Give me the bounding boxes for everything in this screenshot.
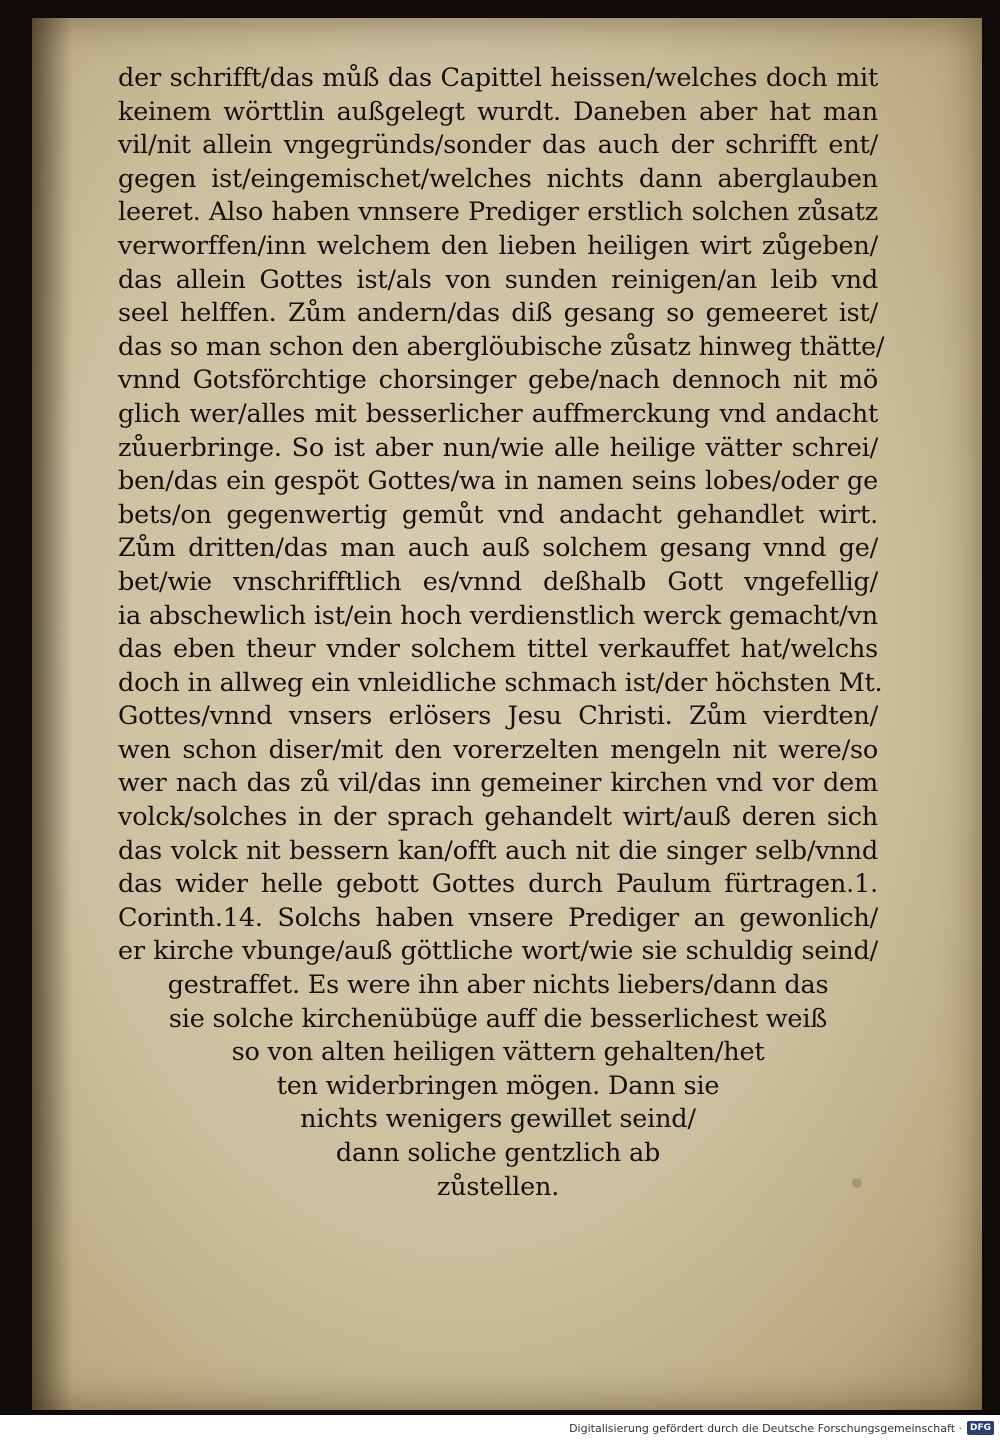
text-line: keinem wörttlin außgelegt wurdt. Daneben aber hat man <box>118 96 878 127</box>
text-line: leeret. Also haben vnnsere Prediger erstlich solchen zůsatz <box>118 197 878 228</box>
text-line: das wider helle gebott Gottes durch Paulum fürtragen.1. <box>118 869 878 900</box>
text-line: das allein Gottes ist/als von sunden reinigen/an leib vnd <box>118 264 878 295</box>
text-line: der schrifft/das můß das Capittel heissen/welches doch mit <box>118 63 878 93</box>
text-line: bet/wie vnschrifftlich es/vnnd deßhalb Gott vngefellig/ <box>118 566 878 597</box>
tapered-line: ten widerbringen mögen. Dann sie <box>276 1070 720 1101</box>
funding-credit: Digitalisierung gefördert durch die Deutsche Forschungsgemeinschaft · <box>569 1422 962 1435</box>
tapered-line: dann soliche gentzlich ab <box>335 1138 661 1168</box>
text-line: doch in allweg ein vnleidliche schmach ist/der höchsten Mt. <box>118 667 883 698</box>
text-line: das eben theur vnder solchem tittel verkauffet hat/welchs <box>118 634 878 665</box>
tapered-line: so von alten heiligen vättern gehalten/het <box>231 1037 765 1068</box>
text-line: zůuerbringe. So ist aber nun/wie alle heilige vätter schrei/ <box>118 432 878 463</box>
spine-shadow <box>32 18 72 1410</box>
tapered-line: sie solche kirchenübüge auff die besserlichest weiß <box>168 1003 828 1034</box>
text-line: seel helffen. Zům andern/das diß gesang so gemeeret ist/ <box>118 298 878 329</box>
dfg-logo: DFG <box>967 1421 994 1435</box>
text-line: das volck nit bessern kan/offt auch nit die singer selb/vnnd <box>118 835 878 866</box>
text-line: vnnd Gotsförchtige chorsinger gebe/nach dennoch nit mö <box>118 365 878 396</box>
paper-stain <box>852 1178 862 1188</box>
text-line: gegen ist/eingemischet/welches nichts dann aberglauben <box>118 163 878 194</box>
text-line: volck/solches in der sprach gehandelt wirt/auß deren sich <box>118 802 878 833</box>
text-line: Corinth.14. Solchs haben vnsere Prediger an gewonlich/ <box>118 902 878 933</box>
text-line: vil/nit allein vngegründs/sonder das auch der schrifft ent/ <box>118 130 878 161</box>
text-line: glich wer/alles mit besserlicher auffmerckung vnd andacht <box>118 398 878 429</box>
text-line: er kirche vbunge/auß göttliche wort/wie sie schuldig seind/ <box>118 936 878 967</box>
tapered-line: zůstellen. <box>436 1171 560 1202</box>
text-line: wer nach das zů vil/das inn gemeiner kirchen vnd vor dem <box>118 768 878 799</box>
text-line: bets/on gegenwertig gemůt vnd andacht gehandlet wirt. <box>118 499 878 530</box>
text-line: wen schon diser/mit den vorerzelten mengeln nit were/so <box>118 734 878 765</box>
text-line: das so man schon den aberglöubische zůsatz hinweg thätte/ <box>118 331 885 362</box>
text-line: Gottes/vnnd vnsers erlösers Jesu Christi. Zům vierdten/ <box>118 701 878 732</box>
tapered-line: nichts wenigers gewillet seind/ <box>300 1104 696 1135</box>
text-line: ia abschewlich ist/ein hoch verdienstlich werck gemacht/vn <box>118 600 878 631</box>
footer-bar <box>0 1415 1000 1443</box>
tapered-line: gestraffet. Es were ihn aber nichts liebers/dann das <box>167 970 829 1001</box>
text-line: verworffen/inn welchem den lieben heiligen wirt zůgeben/ <box>118 230 878 261</box>
text-line: Zům dritten/das man auch auß solchem gesang vnnd ge/ <box>118 533 878 564</box>
text-line: ben/das ein gespöt Gottes/wa in namen seins lobes/oder ge <box>118 466 878 497</box>
body-text <box>118 62 885 1204</box>
